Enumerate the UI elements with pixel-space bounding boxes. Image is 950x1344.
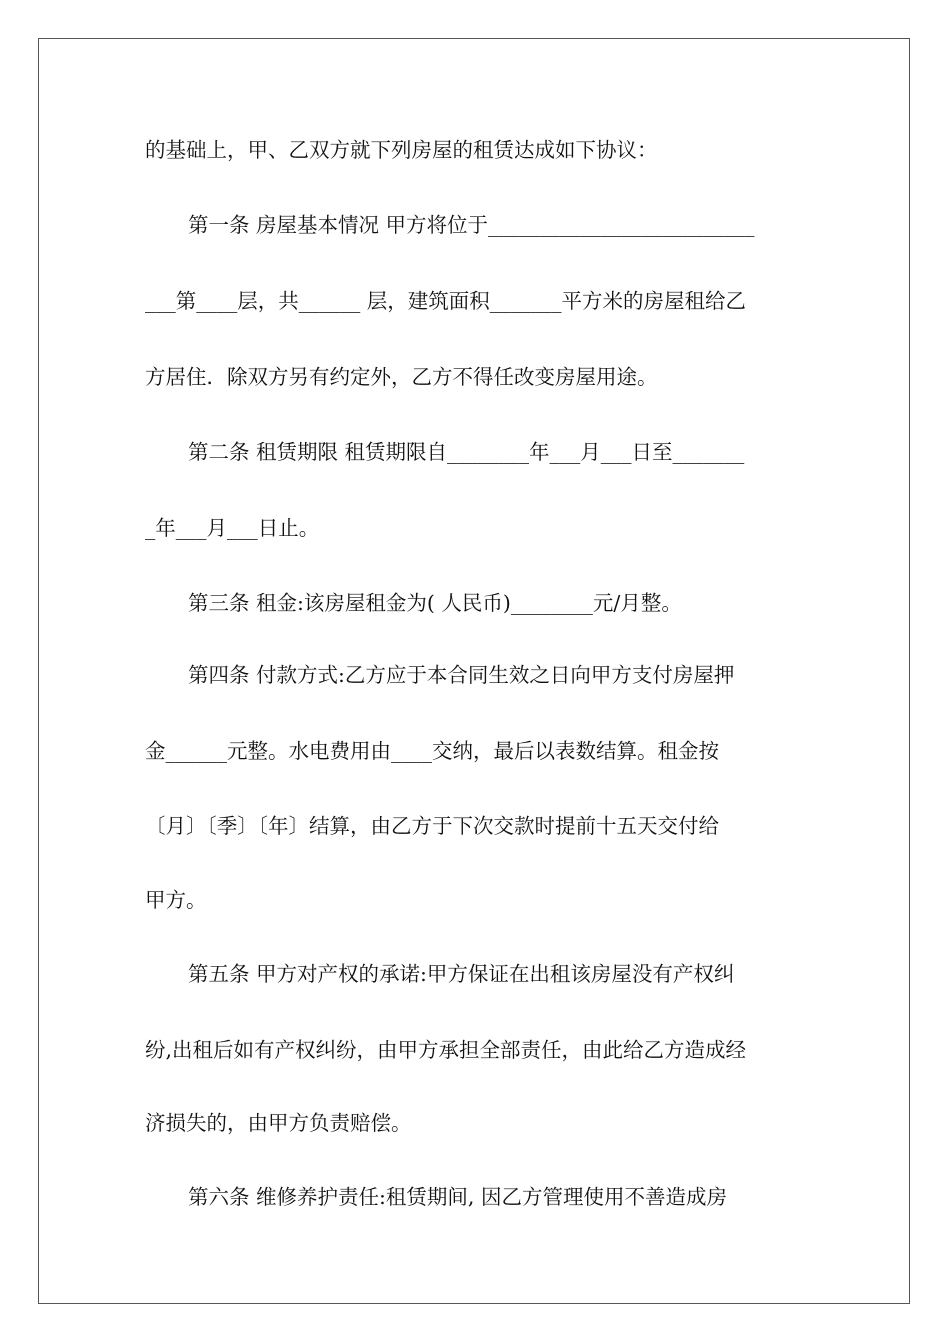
text-line: 方居住．除双方另有约定外，乙方不得任改变房屋用途。 [145, 365, 658, 389]
text-line: 第三条 租金:该房屋租金为( 人民币)________元/月整。 [188, 591, 682, 615]
text-line: 甲方。 [145, 888, 207, 912]
text-line: 的基础上，甲、乙双方就下列房屋的租赁达成如下协议： [145, 138, 658, 162]
text-line: 金______元整。水电费用由____交纳，最后以表数结算。租金按 [145, 739, 719, 763]
text-line: 第四条 付款方式:乙方应于本合同生效之日向甲方支付房屋押 [188, 663, 735, 687]
text-line: 济损失的，由甲方负责赔偿。 [145, 1111, 412, 1135]
text-line: 第五条 甲方对产权的承诺:甲方保证在出租该房屋没有产权纠 [188, 962, 735, 986]
text-line: 第二条 租赁期限 租赁期限自________年___月___日至_______ [188, 440, 745, 464]
text-line: _年___月___日止。 [145, 516, 320, 540]
text-line: 〔月〕〔季〕〔年〕结算，由乙方于下次交款时提前十五天交付给 [145, 814, 719, 838]
text-line: 第六条 维修养护责任:租赁期间, 因乙方管理使用不善造成房 [188, 1185, 727, 1209]
text-line: 纷,出租后如有产权纠纷，由甲方承担全部责任，由此给乙方造成经 [145, 1038, 747, 1062]
text-line: 第一条 房屋基本情况 甲方将位于__________________________ [188, 213, 755, 237]
text-line: ___第____层，共______ 层，建筑面积_______平方米的房屋租给乙 [145, 289, 747, 313]
